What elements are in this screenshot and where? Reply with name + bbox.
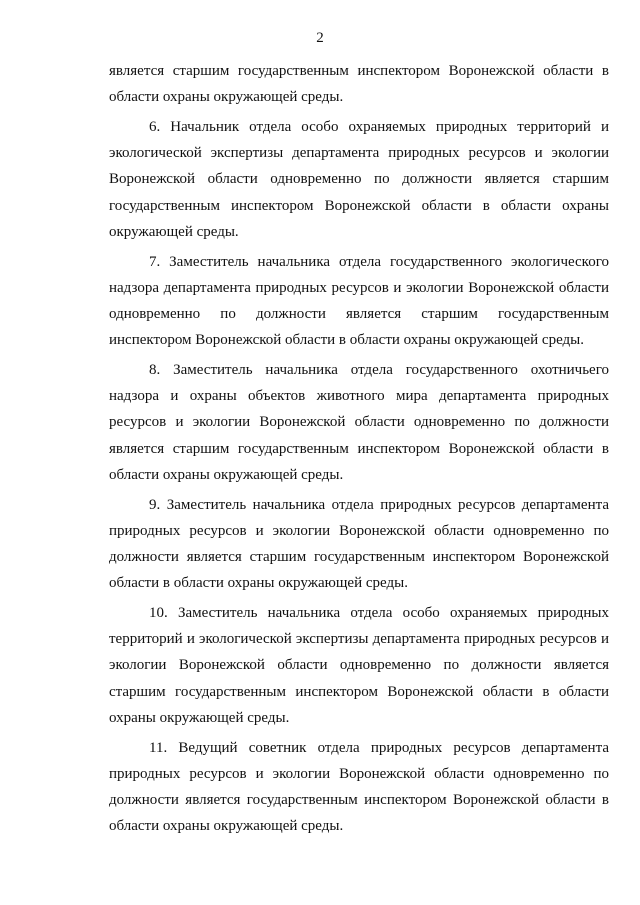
paragraph-continuation: является старшим государственным инспектором Воронежской области в области охраны окружающей среды.	[109, 63, 609, 106]
paragraph-item-8: 8. Заместитель начальника отдела государственного охотничьего надзора и охраны объектов животного мира департамента природных ресурсов и экологии Воронежской области одновременно по должности является старшим государственным инспектором Воронежской области в области охраны окружающей среды.	[109, 362, 609, 483]
document-body	[109, 58, 609, 843]
paragraph-item-6: 6. Начальник отдела особо охраняемых природных территорий и экологической экспертизы департамента природных ресурсов и экологии Воронежской области одновременно по должности является старшим государственным инспектором Воронежской области в области охраны окружающей среды.	[109, 119, 609, 240]
paragraph-item-11: 11. Ведущий советник отдела природных ресурсов департамента природных ресурсов и экологии Воронежской области одновременно по должности является государственным инспектором Воронежской области в области охраны окружающей среды.	[109, 739, 609, 835]
page-number: 2	[316, 30, 324, 46]
paragraph-item-7: 7. Заместитель начальника отдела государственного экологического надзора департамента природных ресурсов и экологии Воронежской области одновременно по должности является старшим государственным инспектором Воронежской области в области охраны окружающей среды.	[109, 253, 609, 349]
paragraph-item-10: 10. Заместитель начальника отдела особо охраняемых природных территорий и экологической экспертизы департамента природных ресурсов и экологии Воронежской области одновременно по должности является старшим государственным инспектором Воронежской области в области охраны окружающей среды.	[109, 605, 609, 726]
paragraph-item-9: 9. Заместитель начальника отдела природных ресурсов департамента природных ресурсов и экологии Воронежской области одновременно по должности является старшим государственным инспектором Воронежской области в области охраны окружающей среды.	[109, 496, 609, 592]
